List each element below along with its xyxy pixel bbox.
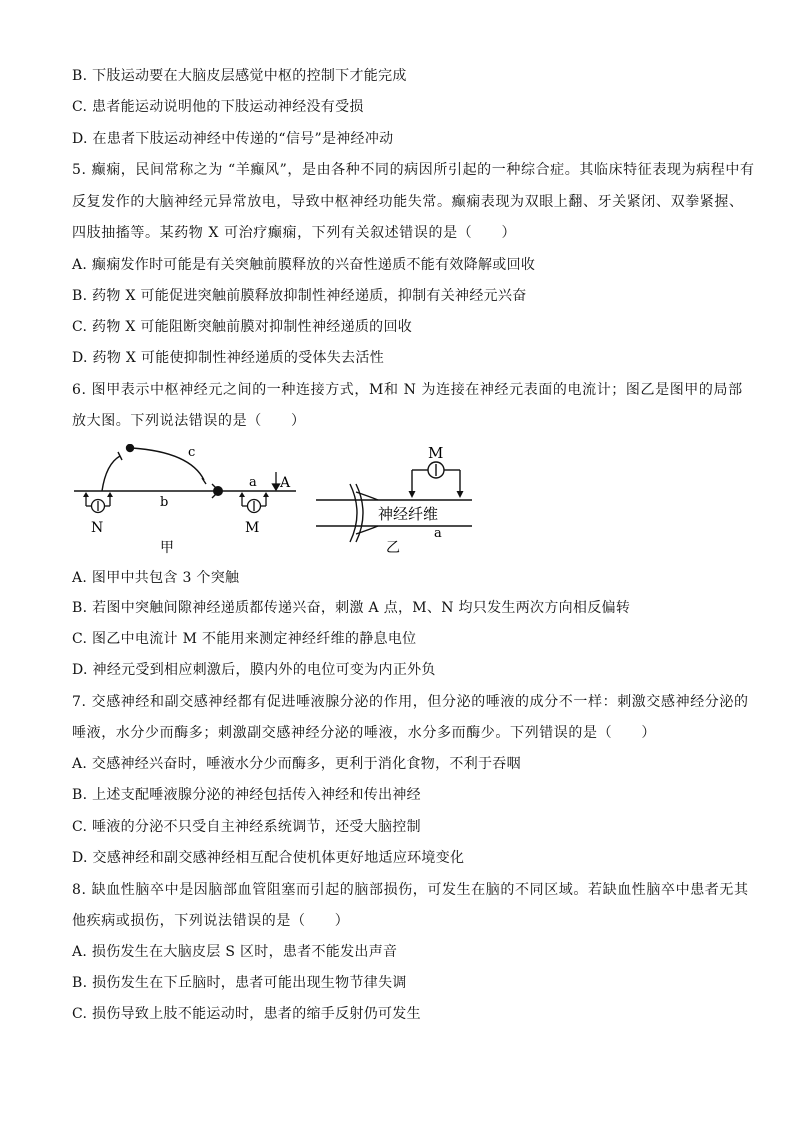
option-5d: D. 药物 X 可能使抑制性神经递质的受体失去活性 [72, 350, 384, 366]
question-6-line-2: 放大图。下列说法错误的是（ ） [72, 413, 306, 429]
galvanometer-N [86, 494, 110, 513]
option-6c: C. 图乙中电流计 M 不能用来测定神经纤维的静息电位 [72, 631, 417, 647]
question-8-line-1: 8. 缺血性脑卒中是因脑部血管阻塞而引起的脑部损伤，可发生在脑的不同区域。若缺血性脑卒中患者无其 [72, 882, 749, 898]
question-8-line-2: 他疾病或损伤，下列说法错误的是（ ） [72, 913, 350, 929]
option-7b: B. 上述支配唾液腺分泌的神经包括传入神经和传出神经 [72, 787, 421, 803]
option-5a: A. 癫痫发作时可能是有关突触前膜释放的兴奋性递质不能有效降解或回收 [72, 257, 536, 273]
label-a: a [249, 475, 257, 490]
fiber-label: 神经纤维 [378, 505, 439, 523]
figure-yi-fiber-diagram [312, 440, 482, 556]
question-5-line-2: 反复发作的大脑神经元异常放电，导致中枢神经功能失常。癫痫表现为双眼上翻、牙关紧闭、双拳紧握、 [72, 194, 744, 210]
label-b: b [160, 495, 169, 510]
label-c: c [188, 445, 196, 460]
label-a-yi: a [434, 526, 442, 541]
question-7-line-2: 唾液，水分少而酶多；刺激副交感神经分泌的唾液，水分多而酶少。下列错误的是（ ） [72, 725, 656, 741]
option-8b: B. 损伤发生在下丘脑时，患者可能出现生物节律失调 [72, 975, 407, 991]
option-4d: D. 在患者下肢运动神经中传递的“信号”是神经冲动 [72, 131, 394, 147]
option-8c: C. 损伤导致上肢不能运动时，患者的缩手反射仍可发生 [72, 1006, 421, 1022]
question-5-line-1: 5. 癫痫，民间常称之为 “羊癫风”，是由各种不同的病因所引起的一种综合症。其临床特征表现为病程中有 [72, 162, 755, 178]
question-5-line-3: 四肢抽搐等。某药物 X 可治疗癫痫，下列有关叙述错误的是（ ） [72, 225, 517, 241]
meter-M-label: M [245, 520, 260, 536]
option-5c: C. 药物 X 可能阻断突触前膜对抑制性神经递质的回收 [72, 319, 413, 335]
soma-junction [213, 486, 223, 496]
label-A: A [280, 475, 291, 491]
branch-upper-left [102, 456, 120, 491]
figure-jia-caption: 甲 [160, 540, 174, 556]
option-6a: A. 图甲中共包含 3 个突触 [72, 570, 240, 586]
option-6d: D. 神经元受到相应刺激后，膜内外的电位可变为内正外负 [72, 662, 436, 678]
galvanometer-M [242, 494, 266, 513]
option-6b: B. 若图中突触间隙神经递质都传递兴奋，刺激 A 点，M、N 均只发生两次方向相反偏转 [72, 600, 631, 616]
option-8a: A. 损伤发生在大脑皮层 S 区时，患者不能发出声音 [72, 944, 398, 960]
question-6-line-1: 6. 图甲表示中枢神经元之间的一种连接方式，M和 N 为连接在神经元表面的电流计；图乙是图甲的局部 [72, 382, 743, 398]
meter-N-label: N [91, 520, 104, 536]
figure-jia-neuron-diagram [72, 444, 298, 556]
option-4c: C. 患者能运动说明他的下肢运动神经没有受损 [72, 99, 364, 115]
question-7-line-1: 7. 交感神经和副交感神经都有促进唾液腺分泌的作用，但分泌的唾液的成分不一样：刺激交感神经分泌的 [72, 694, 749, 710]
option-4b: B. 下肢运动要在大脑皮层感觉中枢的控制下才能完成 [72, 68, 407, 84]
option-7d: D. 交感神经和副交感神经相互配合使机体更好地适应环境变化 [72, 850, 465, 866]
figure-yi-caption: 乙 [386, 540, 400, 556]
option-5b: B. 药物 X 可能促进突触前膜释放抑制性神经递质，抑制有关神经元兴奋 [72, 288, 527, 304]
meter-M-yi-label: M [428, 444, 444, 462]
option-7c: C. 唾液的分泌不只受自主神经系统调节，还受大脑控制 [72, 819, 421, 835]
option-7a: A. 交感神经兴奋时，唾液水分少而酶多，更利于消化食物，不利于吞咽 [72, 756, 521, 772]
soma-top [126, 444, 134, 452]
